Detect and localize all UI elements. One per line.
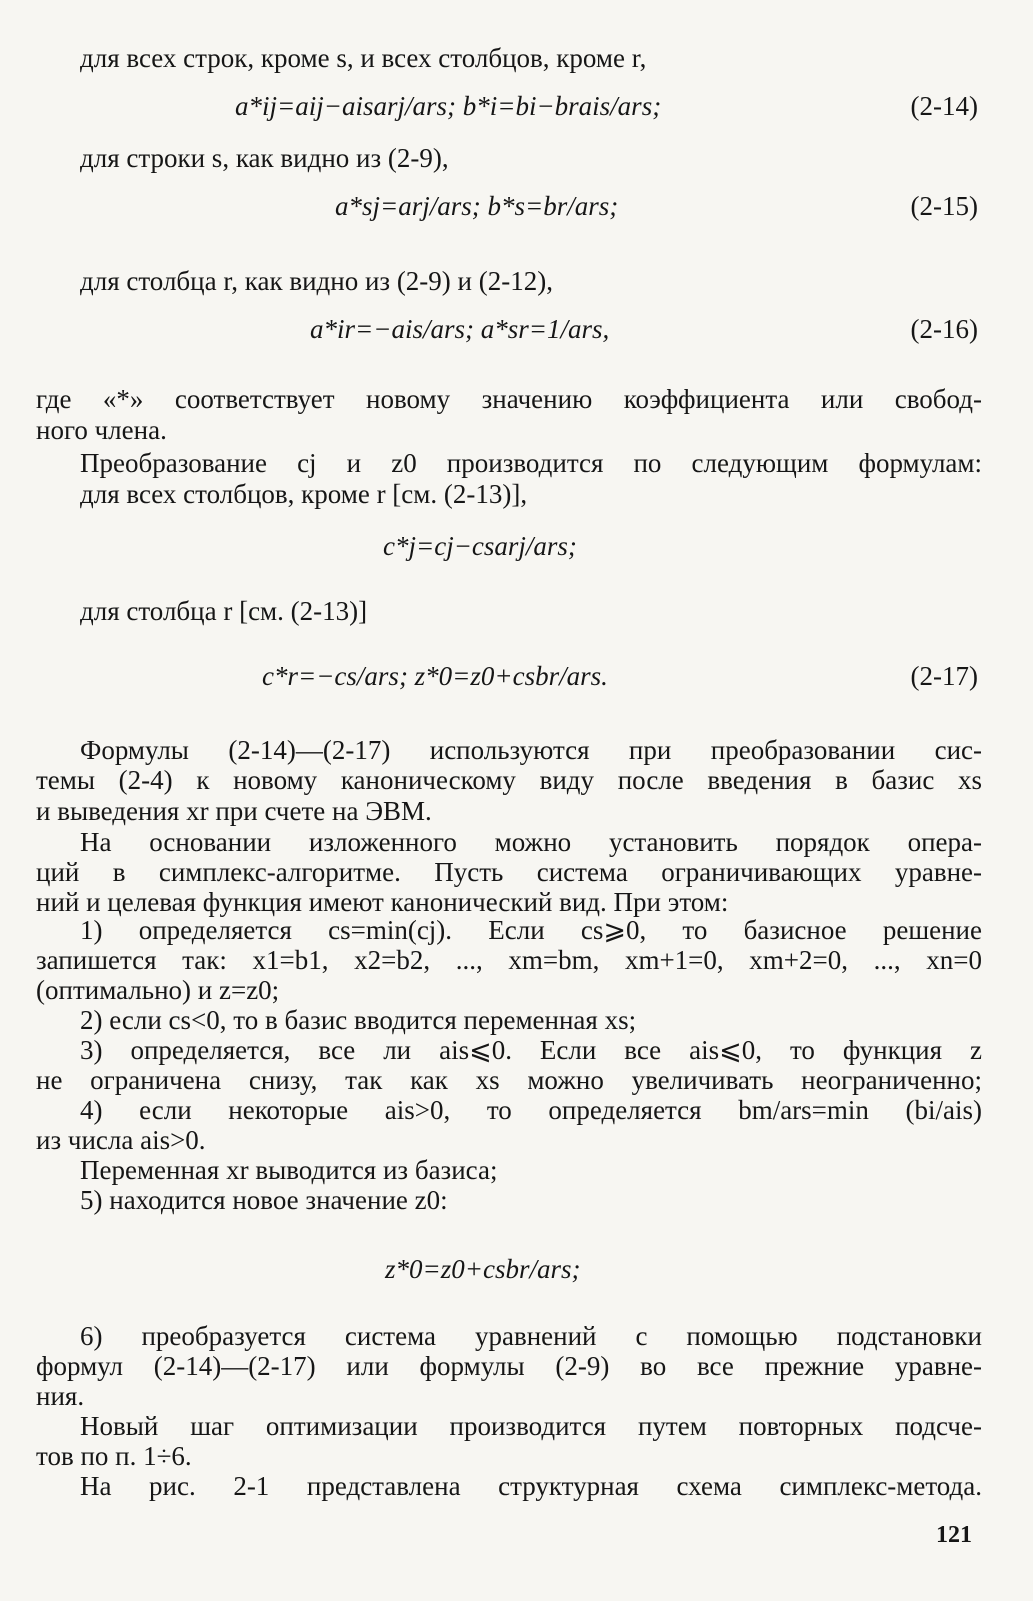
- text-line: из числа ais>0.: [36, 1125, 206, 1155]
- text-line: 5) находится новое значение z0:: [80, 1185, 448, 1215]
- text-line: и выведения xr при счете на ЭВМ.: [36, 796, 432, 826]
- formula-2-15: a*sj=arj/ars; b*s=br/ars;: [335, 191, 619, 221]
- text-line: для всех столбцов, кроме r [см. (2-13)],: [80, 479, 528, 509]
- text-line: На основании изложенного можно установить порядок опера-: [80, 827, 982, 857]
- page-number: 121: [936, 1522, 972, 1548]
- text-line: 4) если некоторые ais>0, то определяется bm/ars=min (bi/ais): [80, 1095, 982, 1125]
- equation-number: (2-16): [910, 314, 978, 344]
- equation-number: (2-14): [910, 91, 978, 121]
- text-line: тов по п. 1÷6.: [36, 1441, 192, 1471]
- text-line: для строки s, как видно из (2-9),: [80, 143, 449, 173]
- text-line: (оптимально) и z=z0;: [36, 975, 280, 1005]
- text-line: ний и целевая функция имеют канонический вид. При этом:: [36, 887, 729, 917]
- text-line: для столбца r, как видно из (2-9) и (2-12),: [80, 266, 553, 296]
- text-line: 1) определяется cs=min(cj). Если cs⩾0, то базисное решение: [80, 915, 982, 945]
- formula-2-14: a*ij=aij−aisarj/ars; b*i=bi−brais/ars;: [235, 91, 662, 121]
- equation-number: (2-15): [910, 191, 978, 221]
- text-line: 3) определяется, все ли ais⩽0. Если все ais⩽0, то функция z: [80, 1035, 982, 1065]
- text-line: не ограничена снизу, так как xs можно увеличивать неограниченно;: [36, 1065, 982, 1095]
- formula-z0: z*0=z0+csbr/ars;: [385, 1254, 581, 1284]
- text-line: ния.: [36, 1381, 85, 1411]
- text-line: 2) если cs<0, то в базис вводится переменная xs;: [80, 1005, 637, 1035]
- text-line: где «*» соответствует новому значению коэффициента или свобод-: [36, 384, 982, 414]
- text-line: Новый шаг оптимизации производится путем повторных подсче-: [80, 1411, 982, 1441]
- text-line: ного члена.: [36, 415, 167, 445]
- text-line: формул (2-14)—(2-17) или формулы (2-9) во все прежние уравне-: [36, 1351, 982, 1381]
- text-line: ций в симплекс-алгоритме. Пусть система ограничивающих уравне-: [36, 857, 982, 887]
- text-line: для столбца r [см. (2-13)]: [80, 596, 368, 626]
- text-line: Формулы (2-14)—(2-17) используются при преобразовании сис-: [80, 735, 982, 765]
- text-line: На рис. 2-1 представлена структурная схема симплекс-метода.: [80, 1471, 982, 1501]
- formula-2-17: c*r=−cs/ars; z*0=z0+csbr/ars.: [262, 661, 608, 691]
- equation-number: (2-17): [910, 661, 978, 691]
- formula-cj: c*j=cj−csarj/ars;: [383, 531, 577, 561]
- formula-2-16: a*ir=−ais/ars; a*sr=1/ars,: [310, 314, 610, 344]
- text-line: запишется так: x1=b1, x2=b2, ..., xm=bm, xm+1=0, xm+2=0, ..., xn=0: [36, 945, 982, 975]
- text-line: Переменная xr выводится из базиса;: [80, 1155, 498, 1185]
- text-line: Преобразование cj и z0 производится по следующим формулам:: [80, 448, 982, 478]
- text-line: темы (2-4) к новому каноническому виду после введения в базис xs: [36, 765, 982, 795]
- text-line: для всех строк, кроме s, и всех столбцов, кроме r,: [80, 43, 647, 73]
- text-line: 6) преобразуется система уравнений с помощью подстановки: [80, 1321, 982, 1351]
